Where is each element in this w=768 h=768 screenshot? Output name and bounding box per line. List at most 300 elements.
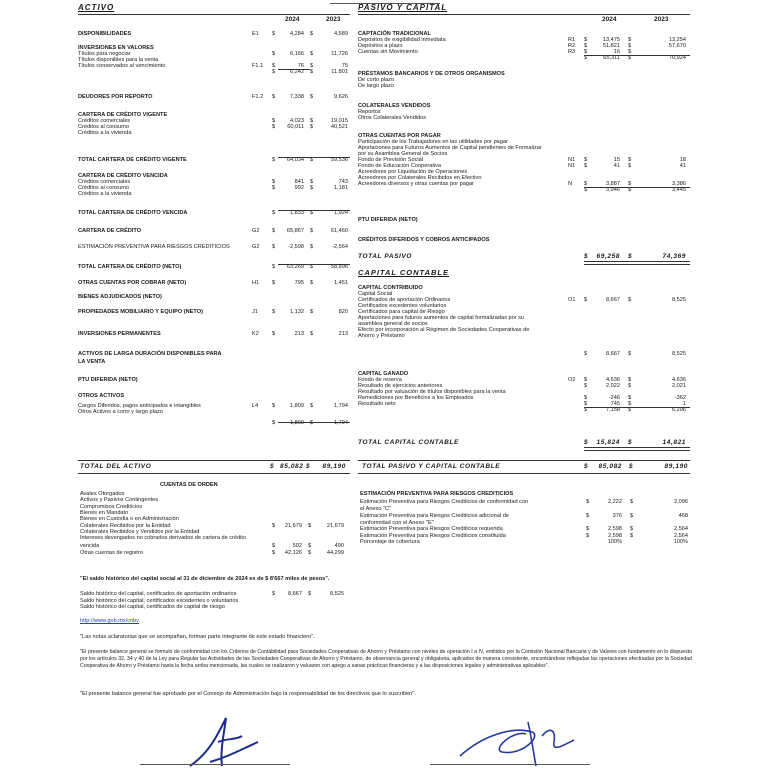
cell-label: Avales Otorgados [80, 491, 125, 497]
cell-label: Saldo histórico del capital, certificados de capital de riesgo [80, 604, 225, 610]
cell-cur2: $ [310, 118, 314, 124]
cell-v1: 16 [613, 49, 620, 55]
total-capital-label: TOTAL CAPITAL CONTABLE [358, 439, 459, 446]
table-row [358, 407, 690, 415]
cell-label: CAPITAL CONTRIBUIDO [358, 285, 423, 291]
cell-ref: E1 [252, 31, 259, 37]
table-row [78, 393, 350, 401]
cell-label: el Anexo "C" [360, 505, 392, 512]
cell-cur2: $ [310, 63, 314, 69]
cell-v1: 2,598 [608, 532, 622, 539]
cell-v2: 2,096 [674, 499, 688, 505]
cell-v1: 100% [607, 539, 622, 545]
table-row [78, 409, 350, 417]
year-2023-right: 2023 [654, 16, 669, 23]
cell-v2: 1,794 [334, 420, 348, 426]
cell-label: Acreedores por Liquidación de Operaciones [358, 169, 468, 175]
cell-label: Efecto por incorporación al Régimen de Sociedades Cooperativas de [358, 327, 530, 333]
cell-label: Activos y Pasivos Contingentes [80, 497, 159, 504]
cell-v2: 11,801 [331, 69, 348, 75]
cell-v1: 8,667 [606, 351, 620, 357]
cell-cur: $ [272, 228, 276, 234]
cell-label: Créditos comerciales [78, 179, 131, 185]
total-activo-2023: 89,190 [322, 463, 346, 470]
cell-cur: $ [272, 280, 276, 286]
signature-right-icon [452, 716, 582, 768]
cell-v2: 3,386 [672, 181, 686, 187]
cell-v1: 213 [294, 331, 304, 337]
cell-v2: 70,924 [668, 55, 686, 61]
cell-v2: 59,536 [330, 157, 348, 163]
cell-v2: 2,021 [672, 383, 686, 389]
table-row [78, 191, 350, 199]
cell-v1: 41 [613, 163, 620, 169]
cell-v2: 468 [678, 513, 688, 519]
cell-v1: 4,284 [290, 31, 304, 37]
cell-v1: 502 [292, 543, 302, 550]
table-row [78, 309, 350, 317]
cell-cur: $ [272, 591, 276, 597]
cell-cur: $ [272, 549, 276, 556]
cell-label: Créditos a la vivienda [78, 130, 132, 136]
cell-v2: 213 [338, 331, 348, 337]
table-row [78, 94, 350, 102]
cell-ref: R1 [568, 37, 576, 43]
table-row [358, 55, 690, 63]
cell-v2: 1,924 [334, 210, 348, 216]
cell-cur2: $ [628, 407, 632, 413]
cell-label: Aportaciones para Futuros Aumentos de Capital pendientes de Formalizar [358, 145, 542, 151]
cell-v1: 21,679 [284, 522, 302, 529]
cell-cur2: $ [628, 157, 632, 163]
cell-label: TOTAL CARTERA DE CRÉDITO (NETO) [78, 264, 182, 270]
cell-v1: -246 [608, 395, 620, 401]
total-pasivo-currency-2: $ [628, 253, 633, 260]
table-row [358, 333, 690, 341]
cell-cur2: $ [630, 526, 634, 532]
total-activo-2024: 85,082 [280, 463, 304, 470]
cell-cur: $ [272, 309, 276, 315]
table-row [80, 604, 352, 612]
cell-ref: K2 [252, 331, 259, 337]
cuentas-orden-title: CUENTAS DE ORDEN [160, 482, 218, 488]
cell-label: OTROS ACTIVOS [78, 393, 125, 399]
table-row [80, 535, 352, 543]
total-pasivo-label: TOTAL PASIVO [358, 253, 413, 260]
cell-v2: 18 [679, 157, 686, 163]
cell-v2: 57,670 [668, 43, 686, 49]
cell-label: vencida [80, 543, 100, 550]
cell-cur: $ [272, 31, 276, 37]
table-row [78, 294, 350, 302]
cell-cur2: $ [630, 513, 634, 519]
cell-cur: $ [584, 43, 588, 49]
cell-v1: 3,887 [606, 181, 620, 187]
cell-label: PRÉSTAMOS BANCARIOS Y DE OTROS ORGANISMOS [358, 71, 505, 77]
cell-v1: 4,023 [290, 118, 304, 124]
cell-v2: 58,896 [330, 264, 348, 270]
cell-cur2: $ [628, 377, 632, 383]
table-row [78, 377, 350, 385]
cell-label: Colaterales Recibidos y Vendidos por la Entidad [80, 528, 200, 535]
cell-v2: 490 [334, 543, 344, 550]
year-2024-left: 2024 [285, 16, 300, 23]
cell-cur: $ [584, 55, 588, 61]
cell-v1: 1,809 [290, 403, 304, 409]
cell-v2: 743 [338, 179, 348, 185]
cell-v2: 11,726 [331, 51, 348, 57]
cell-ref: N1 [568, 163, 576, 169]
cell-cur: $ [584, 297, 588, 303]
cell-v1: 6,242 [290, 69, 304, 75]
cell-v2: 13,254 [668, 37, 686, 43]
cell-cur: $ [584, 181, 588, 187]
cell-ref: F1.2 [252, 94, 264, 100]
total-capital-2023: 14,821 [662, 439, 686, 446]
cell-cur2: $ [310, 51, 314, 57]
cell-cur: $ [272, 420, 276, 426]
total-activo-currency-2: $ [306, 463, 311, 470]
cell-ref: J1 [252, 309, 258, 315]
cell-ref: N [568, 181, 573, 187]
cell-cur2: $ [310, 157, 314, 163]
cell-cur2: $ [310, 124, 314, 130]
estimacion-title: ESTIMACIÓN PREVENTIVA PARA RIESGOS CREDITICIOS [360, 491, 514, 497]
cell-v2: 1 [682, 401, 686, 407]
cell-v1: 4,636 [606, 377, 620, 383]
cell-v1: 1,833 [290, 210, 304, 216]
cell-v1: 1,809 [290, 420, 304, 426]
cell-v2: 100% [673, 539, 688, 545]
cell-label: Estimación Preventiva para Riesgos Crediticios de conformidad con [360, 499, 529, 505]
cell-cur: $ [272, 51, 276, 57]
cell-label: por su Asamblea General de Socios [358, 151, 448, 157]
table-row [78, 31, 350, 39]
cell-label: Bienes en Mandato [80, 509, 129, 516]
cell-cur2: $ [310, 69, 314, 75]
table-row [78, 210, 350, 218]
cell-cur2: $ [628, 187, 632, 193]
cell-v2: 2,564 [674, 526, 688, 532]
cell-label: Porcentaje de cobertura [360, 539, 420, 545]
cell-label: PTU DIFERIDA (NETO) [78, 377, 138, 383]
cell-v2: 4,636 [672, 377, 686, 383]
cell-cur2: $ [628, 43, 632, 49]
cell-v2: 8,525 [672, 351, 686, 357]
signature-left-icon [180, 712, 270, 768]
total-pc-currency: $ [584, 463, 589, 470]
cell-cur: $ [586, 499, 590, 505]
cell-cur2: $ [308, 549, 312, 556]
cell-cur2: $ [628, 163, 632, 169]
cell-cur: $ [584, 187, 588, 193]
cell-label: PROPIEDADES MOBILIARIO Y EQUIPO (NETO) [78, 309, 203, 315]
cell-v2: -362 [674, 395, 686, 401]
cell-ref: R2 [568, 43, 576, 49]
table-row [358, 83, 690, 91]
table-row [78, 359, 350, 367]
cell-label: Reportos [358, 109, 381, 115]
cell-cur: $ [272, 331, 276, 337]
cell-v2: 8,525 [672, 297, 686, 303]
cnbv-link[interactable]: http://www.gob.mx/cnbv [80, 618, 140, 624]
cell-label: Fondo de Educación Cooperativa [358, 163, 442, 169]
cell-cur2: $ [628, 55, 632, 61]
cell-ref: R3 [568, 49, 576, 55]
cell-label: De largo plazo [358, 83, 395, 89]
cell-cur2: $ [628, 49, 632, 55]
cell-label: Fondo de Previsión Social [358, 157, 423, 163]
cell-v2: 61,460 [330, 228, 348, 234]
cell-cur2: $ [310, 280, 314, 286]
cell-label: Ahorro y Préstamo [358, 333, 405, 339]
cell-label: Depósitos a plazo [358, 43, 403, 49]
cell-v1: 2,222 [608, 499, 622, 505]
table-row [78, 157, 350, 165]
total-pasivo-currency: $ [584, 253, 589, 260]
cell-cur2: $ [310, 264, 314, 270]
cell-v1: 841 [294, 179, 304, 185]
cell-v2: 44,299 [326, 549, 344, 556]
cell-label: Títulos para negociar [78, 51, 131, 57]
cell-label: DISPONIBILIDADES [78, 31, 132, 37]
cell-cur: $ [584, 49, 588, 55]
cell-label: Títulos disponibles para la venta [78, 57, 159, 63]
total-activo-label: TOTAL DEL ACTIVO [80, 463, 152, 470]
cell-cur2: $ [310, 210, 314, 216]
cell-v1: 376 [612, 513, 622, 519]
cell-label: Otras cuentas de registro [80, 549, 143, 556]
cell-label: ACTIVOS DE LARGA DURACIÓN DISPONIBLES PARA [78, 351, 222, 357]
cell-v1: 2,022 [606, 383, 620, 389]
cell-label: Depósitos de exigibilidad inmediata [358, 37, 446, 43]
cell-v2: 1,794 [334, 403, 348, 409]
cell-cur: $ [272, 94, 276, 100]
cell-label: OTRAS CUENTAS POR COBRAR (NETO) [78, 280, 187, 286]
cell-cur2: $ [310, 403, 314, 409]
cell-v2: 1,451 [334, 280, 348, 286]
cell-label: Saldo histórico del capital, certificados de aportación ordinarios [80, 591, 237, 597]
cell-label: Participación de los Trabajadores en las utilidades por pagar [358, 139, 508, 145]
table-row [358, 351, 690, 359]
cell-label: Resultado neto [358, 401, 396, 407]
cell-ref: L4 [252, 403, 259, 409]
cell-cur: $ [584, 351, 588, 357]
total-pasivo-2023: 74,369 [662, 253, 686, 260]
cell-label: Créditos comerciales [78, 118, 131, 124]
cell-v2: 21,679 [326, 522, 344, 529]
cell-label: Fondo de reserva [358, 377, 402, 383]
cell-v2: 1,181 [334, 185, 348, 191]
cell-cur: $ [586, 526, 590, 532]
cell-v2: 820 [338, 309, 348, 315]
cell-cur: $ [272, 179, 276, 185]
cell-cur: $ [272, 244, 276, 250]
cell-v2: 3,445 [672, 187, 686, 193]
cell-label: PTU DIFERIDA (NETO) [358, 217, 418, 223]
cell-label: asamblea general de socios [358, 321, 428, 327]
cell-cur: $ [584, 157, 588, 163]
cell-label: Acreedores diversos y otras cuentas por pagar [358, 181, 474, 187]
table-row [358, 115, 690, 123]
cell-v1: 51,821 [602, 43, 620, 49]
notes-line: "Las notas aclaratorias que se acompañan, forman parte integrante de este estado financiero". [80, 634, 315, 640]
cell-ref: H1 [252, 280, 260, 286]
legal-paragraph: "El presente balance general se formuló de conformidad con los Criterios de Contabilidad para Sociedades Cooperativas de Ahorro y Préstamo con niveles de operación I a IV, emitidos por la Comisión Nacional Bancaria y de Valores con fundamento en lo dispuesto por los artículos 32, 34 y 40 de la Ley para Regular las Actividades de las Sociedades Cooperativas de Ahorro y Préstamo, de observancia general y obligatoria, aplicados de manera consistente, encontrándose reflejadas las operaciones efectuadas por la Sociedad Cooperativa de Ahorro y Préstamo hasta la fecha arriba mencionada, las cuales se realizaron y valuaron con apego a sanas prácticas financieras y a las disposiciones legales y administrativas aplicables". [80, 649, 692, 670]
cell-label: INVERSIONES EN VALORES [78, 45, 154, 51]
cell-v1: 3,946 [606, 187, 620, 193]
table-row [78, 130, 350, 138]
cell-cur2: $ [628, 351, 632, 357]
cell-cur: $ [272, 69, 276, 75]
total-pasivo-capital-label: TOTAL PASIVO Y CAPITAL CONTABLE [362, 463, 501, 470]
cell-cur2: $ [628, 181, 632, 187]
activo-title: ACTIVO [78, 3, 115, 12]
cell-cur: $ [272, 124, 276, 130]
cell-label: Capital Social [358, 291, 393, 297]
cell-label: Certificados excedentes voluntarios [358, 303, 447, 309]
cell-label: Cargos Diferidos, pagos anticipados e intangibles [78, 403, 201, 409]
cell-v2: -2,564 [332, 244, 348, 250]
cell-label: Bienes en Custodia o en Administración [80, 516, 179, 523]
cell-label: INVERSIONES PERMANENTES [78, 331, 161, 337]
table-row [358, 237, 690, 245]
cell-label: COLATERALES VENDIDOS [358, 103, 431, 109]
table-row [360, 539, 692, 547]
cell-cur2: $ [628, 383, 632, 389]
cell-v1: 992 [294, 185, 304, 191]
cell-label: Cuentas sin Movimiento [358, 49, 418, 55]
cell-v1: 7,338 [290, 94, 304, 100]
cell-ref: O1 [568, 297, 576, 303]
cell-cur: $ [272, 264, 276, 270]
cell-v1: -2,598 [288, 244, 304, 250]
cell-cur2: $ [630, 499, 634, 505]
total-pc-currency-2: $ [629, 463, 634, 470]
cell-label: OTRAS CUENTAS POR PAGAR [358, 133, 441, 139]
cell-v2: 19,015 [330, 118, 348, 124]
cell-label: Créditos al consumo [78, 124, 129, 130]
cell-v1: 795 [294, 280, 304, 286]
cell-cur: $ [272, 522, 276, 529]
cell-label: Aportaciones para futuros aumentos de capital formalizadas por su [358, 315, 525, 321]
cell-v2: 75 [341, 63, 348, 69]
table-row [80, 550, 352, 558]
table-row [78, 280, 350, 288]
table-row [78, 228, 350, 236]
cell-label: TOTAL CARTERA DE CRÉDITO VIGENTE [78, 157, 187, 163]
cell-label: De corto plazo [358, 77, 395, 83]
cell-label: LA VENTA [78, 359, 106, 365]
capital-title: CAPITAL CONTABLE [358, 268, 449, 277]
cell-label: CARTERA DE CRÉDITO [78, 228, 142, 234]
cell-ref: G2 [252, 228, 260, 234]
total-pasivo-2024: 69,258 [596, 253, 620, 260]
cell-cur: $ [584, 377, 588, 383]
table-row [358, 187, 690, 195]
cell-cur: $ [584, 395, 588, 401]
cell-v1: 7,158 [606, 407, 620, 413]
cell-label: Resultado de ejercicios anteriores [358, 383, 443, 389]
cell-label: Créditos a la vivienda [78, 191, 132, 197]
cell-label: Intereses devengados no cobrados derivados de cartera de crédito [80, 535, 247, 542]
cell-cur2: $ [308, 543, 312, 550]
cell-cur2: $ [310, 31, 314, 37]
cell-cur: $ [584, 383, 588, 389]
cell-label: CARTERA DE CRÉDITO VIGENTE [78, 112, 168, 118]
cell-label: CAPITAL GANADO [358, 371, 409, 377]
cell-cur2: $ [628, 297, 632, 303]
cell-v1: 2,598 [608, 526, 622, 532]
cell-label: Otros Colaterales Vendidos [358, 115, 427, 121]
cell-cur: $ [584, 407, 588, 413]
cell-v1: 42,126 [284, 549, 302, 556]
cell-ref: N1 [568, 157, 576, 163]
cell-cur2: $ [628, 37, 632, 43]
pasivo-title: PASIVO Y CAPITAL [358, 3, 448, 12]
total-capital-currency-2: $ [628, 439, 633, 446]
table-row [358, 217, 690, 225]
cell-v1: 745 [610, 401, 620, 407]
cell-label: Certificados para capital de Riesgo [358, 309, 445, 315]
cell-label: Estimación Preventiva para Riesgos Crediticios constituida [360, 532, 506, 539]
cell-label: TOTAL CARTERA DE CRÉDITO VENCIDA [78, 210, 188, 216]
cell-label: CARTERA DE CRÉDITO VENCIDA [78, 173, 168, 179]
cell-v2: 2,564 [674, 532, 688, 539]
cell-cur: $ [586, 513, 590, 519]
cell-label: DEUDORES POR REPORTO [78, 94, 153, 100]
cell-ref: G2 [252, 244, 260, 250]
cell-label: CAPTACIÓN TRADICIONAL [358, 31, 431, 37]
cell-v2: 41 [679, 163, 686, 169]
cell-v1: 15 [613, 157, 620, 163]
table-row [78, 69, 350, 77]
cell-cur2: $ [628, 401, 632, 407]
cell-label: Otros Activos a corto y largo plazo [78, 409, 163, 415]
cell-cur2: $ [308, 522, 312, 529]
cell-cur: $ [272, 403, 276, 409]
cell-v2: 4,589 [334, 31, 348, 37]
cell-label: Remediciones por Beneficios a los Empleados [358, 395, 474, 401]
cell-v1: 76 [297, 63, 304, 69]
table-row [78, 351, 350, 359]
cell-label: Resultado por valuación de títulos disponibles para la venta [358, 389, 506, 395]
table-row [78, 331, 350, 339]
cell-v1: 13,475 [602, 37, 620, 43]
cell-ref: O2 [568, 377, 576, 383]
cell-v1: 64,034 [286, 157, 304, 163]
cell-label: Colaterales Recibidos por la Entidad [80, 522, 171, 529]
cell-label: Títulos conservados al vencimiento [78, 63, 166, 69]
cell-cur2: $ [310, 185, 314, 191]
cell-v1: 8,667 [606, 297, 620, 303]
cell-cur: $ [272, 210, 276, 216]
cell-label: Estimación Preventiva para Riesgos Crediticios requerida [360, 526, 503, 532]
table-row [78, 264, 350, 272]
cell-label: Acreedores por Colaterales Recibidos en Efectivo [358, 175, 482, 181]
cell-label: Estimación Preventiva para Riesgos Crediticios adicional de [360, 513, 509, 519]
historico-note: "El saldo histórico del capital social al 31 de diciembre de 2024 es de $ 8'667 miles de pesos". [80, 576, 330, 582]
cell-ref: F1.1 [252, 63, 264, 69]
cell-v2: 8,525 [330, 591, 344, 597]
cell-v1: 63,269 [286, 264, 304, 270]
cell-v2: 6,296 [672, 407, 686, 413]
cell-label: CRÉDITOS DIFERIDOS Y COBROS ANTICIPADOS [358, 237, 490, 243]
cell-cur2: $ [310, 228, 314, 234]
cell-cur2: $ [310, 244, 314, 250]
cell-v1: 65,867 [286, 228, 304, 234]
cell-cur: $ [272, 185, 276, 191]
